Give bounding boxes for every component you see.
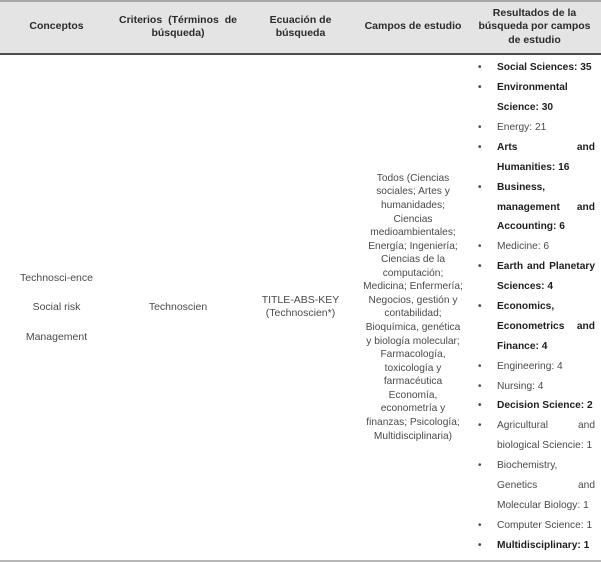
result-item: • Environmental Science: 30 bbox=[468, 78, 595, 118]
table-header-row bbox=[0, 1, 601, 54]
table-header bbox=[0, 1, 601, 54]
concept-item: Management bbox=[25, 330, 88, 343]
criteria-term: Technoscien bbox=[148, 301, 208, 314]
column-header-resultados: Resultados de la búsqueda por campos de estudio bbox=[468, 1, 601, 54]
cell-campos bbox=[358, 54, 468, 560]
result-item: • Economics, Econometrics and Finance: 4 bbox=[468, 297, 595, 357]
result-item: • Decision Science: 2 bbox=[468, 396, 595, 416]
column-header-conceptos: Conceptos bbox=[0, 1, 113, 54]
table-row bbox=[0, 54, 601, 560]
equation-line: TITLE-ABS-KEY bbox=[261, 294, 340, 307]
result-item: • Arts and Humanities: 16 bbox=[468, 138, 595, 178]
column-header-campos: Campos de estudio bbox=[358, 1, 468, 54]
column-header-criterios: Criterios (Términos de búsqueda) bbox=[113, 1, 243, 54]
results-list bbox=[468, 58, 597, 555]
result-item: • Energy: 21 bbox=[468, 118, 595, 138]
result-item: • Agricultural and biological Sciencie: 1 bbox=[468, 416, 595, 456]
result-item: • Engineering: 4 bbox=[468, 357, 595, 377]
concept-item: Social risk bbox=[32, 301, 81, 314]
cell-conceptos bbox=[0, 54, 113, 560]
result-item: • Business, management and Accounting: 6 bbox=[468, 178, 595, 238]
result-item: • Earth and Planetary Sciences: 4 bbox=[468, 257, 595, 297]
equation-line: (Technoscien*) bbox=[265, 307, 336, 320]
fields-of-study-text: Todos (Ciencias sociales; Artes y humanidades; Ciencias medioambientales; Energía; Ingeniería; Ciencias de la computación; Medicina; Enfermería; Negocios, gestión y contabilidad; Bioquímica, genética y biología molecular; Farmacología, toxicología y farmacéutica Economía, econometría y finanzas; Psicología; Multidisciplinaria) bbox=[363, 172, 463, 442]
cell-criterios bbox=[113, 54, 243, 560]
result-item: • Biochemistry, Genetics and Molecular Biology: 1 bbox=[468, 456, 595, 516]
table-body bbox=[0, 54, 601, 560]
concept-item: Technosci-ence bbox=[20, 271, 93, 284]
cell-ecuacion bbox=[243, 54, 358, 560]
result-item: • Medicine: 6 bbox=[468, 237, 595, 257]
result-item: • Nursing: 4 bbox=[468, 377, 595, 397]
result-item: • Multidisciplinary: 1 bbox=[468, 536, 595, 556]
cell-resultados bbox=[468, 54, 601, 560]
result-item: • Social Sciences: 35 bbox=[468, 58, 595, 78]
result-item: • Computer Science: 1 bbox=[468, 516, 595, 536]
column-header-ecuacion: Ecuación de búsqueda bbox=[243, 1, 358, 54]
